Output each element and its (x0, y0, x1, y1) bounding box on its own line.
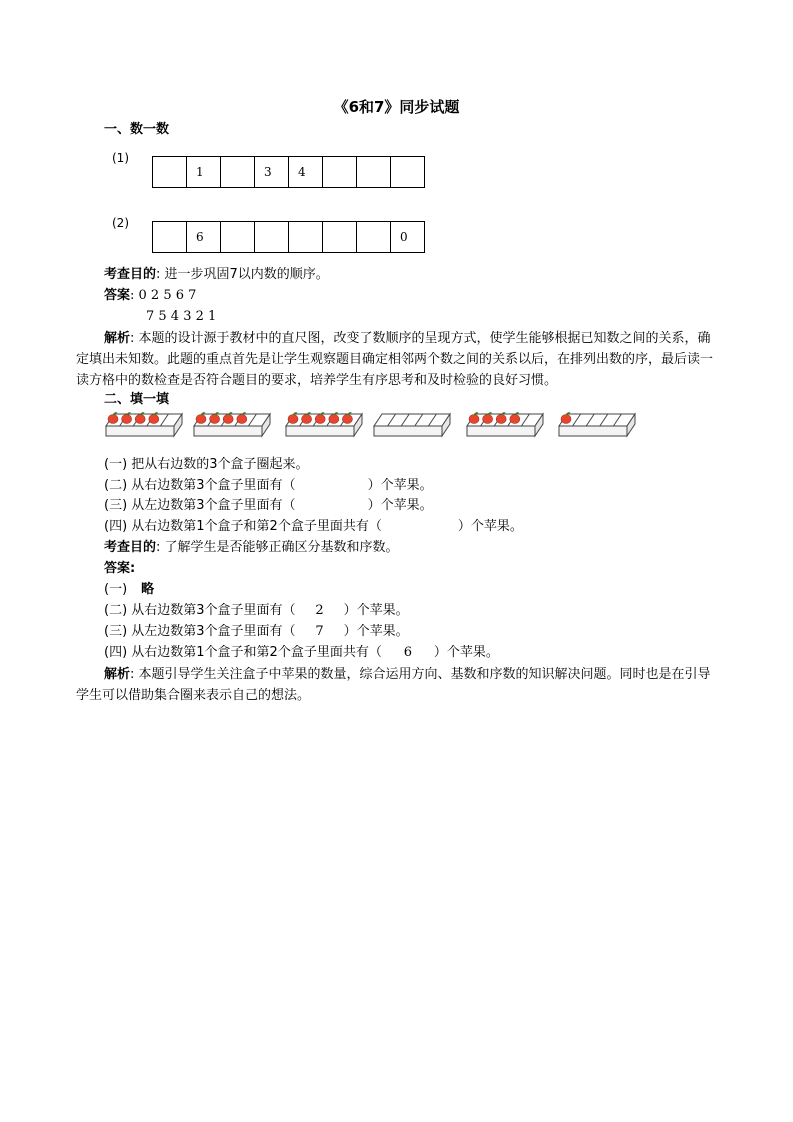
number-row-1 (152, 156, 425, 188)
apple (149, 415, 159, 424)
answer-label: 答案 (104, 288, 131, 303)
number-cell: 1 (187, 156, 221, 188)
page-title: 《6和7》同步试题 (333, 98, 460, 116)
answer-4 (104, 643, 499, 663)
answer-4-part-b: ）个苹果。 (433, 645, 499, 660)
apple-box (467, 413, 543, 436)
answer-4-part-a: (四) 从右边数第1个盒子和第2个盒子里面共有（ (104, 645, 382, 660)
purpose-line-2 (104, 538, 399, 558)
analysis-label-2: 解析 (104, 667, 131, 682)
section2-heading: 二、填一填 (104, 392, 170, 407)
purpose-text-2: : 了解学生是否能够正确区分基数和序数。 (156, 540, 399, 555)
analysis-text: : 本题的设计源于教材中的直尺图，改变了数顺序的呈现方式，使学生能够根据已知数之间的关系，确定填出未知数。此题的重点首先是让学生观察题目确定相邻两个数之间的关系以后，在排列出数的序，最后读一读方格中的数检查是否符合题目的要求，培养学生有序思考和及时检验的良好习惯。 (76, 331, 714, 388)
question-4-part-a: (四) 从右边数第1个盒子和第2个盒子里面共有（ (104, 519, 382, 534)
section1-heading: 一、数一数 (104, 122, 170, 137)
answer-2-part-b: ）个苹果。 (343, 603, 409, 618)
number-cell: 4 (289, 156, 323, 188)
answer-2-value: 2 (315, 603, 324, 618)
apple (469, 415, 479, 424)
apple (302, 415, 312, 424)
purpose-line-1 (104, 265, 329, 285)
apple-box (194, 413, 270, 436)
number-cell[interactable] (323, 221, 357, 253)
question-3 (104, 496, 433, 516)
number-row-2 (152, 221, 425, 253)
purpose-text: : 进一步巩固7以内数的顺序。 (156, 267, 329, 282)
apple (510, 415, 520, 424)
apple-boxes-drawing (104, 408, 644, 444)
analysis-paragraph-2 (76, 664, 720, 706)
apple (237, 415, 247, 424)
analysis-paragraph-1 (76, 328, 720, 391)
answer-line-2 (104, 559, 135, 579)
apple (196, 415, 206, 424)
box-front (194, 426, 262, 436)
apple (496, 415, 506, 424)
answer-3 (104, 622, 409, 642)
apple (122, 415, 132, 424)
answer-2-part-a: (二) 从右边数第3个盒子里面有（ (104, 603, 296, 618)
answer-3-part-a: (三) 从左边数第3个盒子里面有（ (104, 624, 296, 639)
answer-3-value: 7 (315, 624, 324, 639)
number-cell[interactable] (221, 221, 255, 253)
number-cell: 3 (255, 156, 289, 188)
answer-colon-2: : (130, 561, 136, 576)
number-cell[interactable] (153, 221, 187, 253)
apple (483, 415, 493, 424)
number-cell[interactable] (221, 156, 255, 188)
apple-boxes (104, 408, 644, 448)
row2-label: (2) (112, 216, 129, 230)
question-3-part-b: ）个苹果。 (367, 498, 433, 513)
answer-1-label: (一) (104, 582, 128, 597)
box-top (374, 414, 450, 426)
answer-4-value: 6 (403, 645, 412, 660)
number-cell: 0 (391, 221, 425, 253)
answer-values-2: 7 5 4 3 2 1 (146, 309, 217, 324)
question-4-part-b: ）个苹果。 (457, 519, 523, 534)
number-cell[interactable] (391, 156, 425, 188)
question-4 (104, 517, 523, 537)
apple-box (106, 413, 182, 436)
answer-line-1 (104, 286, 196, 306)
answer-1 (104, 580, 154, 600)
apple (561, 415, 571, 424)
number-cell[interactable] (289, 221, 323, 253)
apple-box (286, 413, 362, 436)
box-front (559, 426, 627, 436)
apple-box (374, 414, 450, 436)
box-front (374, 426, 442, 436)
row1-label: (1) (112, 151, 129, 165)
answer-3-part-b: ）个苹果。 (343, 624, 409, 639)
question-3-part-a: (三) 从左边数第3个盒子里面有（ (104, 498, 296, 513)
answer-label-2: 答案 (104, 561, 131, 576)
purpose-label-2: 考查目的 (104, 540, 157, 555)
box-front (467, 426, 535, 436)
box-front (286, 426, 354, 436)
answer-2 (104, 601, 409, 621)
apple (223, 415, 233, 424)
number-cell[interactable] (357, 221, 391, 253)
number-cell[interactable] (255, 221, 289, 253)
apple (135, 415, 145, 424)
question-2 (104, 476, 433, 496)
apple (342, 415, 352, 424)
box-front (106, 426, 174, 436)
apple-box (559, 413, 635, 436)
answer-1-text: 略 (141, 582, 155, 597)
answer-values-1: : 0 2 5 6 7 (130, 288, 197, 303)
number-cell[interactable] (323, 156, 357, 188)
question-2-part-a: (二) 从右边数第3个盒子里面有（ (104, 478, 296, 493)
analysis-text-2: : 本题引导学生关注盒子中苹果的数量，综合运用方向、基数和序数的知识解决问题。同时也是在引导学生可以借助集合圈来表示自己的想法。 (76, 667, 711, 703)
analysis-label: 解析 (104, 331, 131, 346)
purpose-label: 考查目的 (104, 267, 157, 282)
apple (329, 415, 339, 424)
apple (315, 415, 325, 424)
number-cell: 6 (187, 221, 221, 253)
number-cell[interactable] (153, 156, 187, 188)
apple (108, 415, 118, 424)
question-1: (一) 把从右边数的3个盒子圈起来。 (104, 457, 309, 472)
question-2-part-b: ）个苹果。 (367, 478, 433, 493)
apple (210, 415, 220, 424)
apple (288, 415, 298, 424)
number-cell[interactable] (357, 156, 391, 188)
